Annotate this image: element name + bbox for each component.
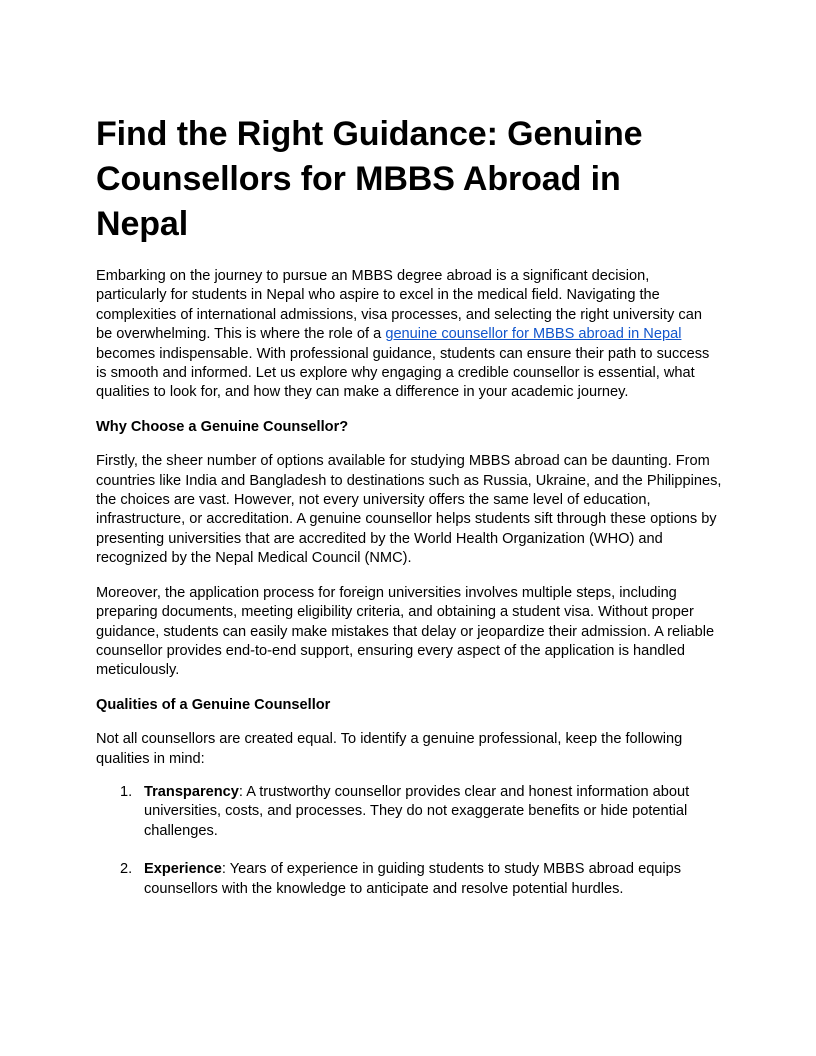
intro-paragraph [96, 267, 722, 403]
list-item-term: Transparency [144, 783, 239, 800]
list-item [120, 860, 722, 899]
list-item [120, 783, 722, 841]
list-item-number: 1. [120, 783, 133, 800]
intro-text-before-link: Embarking on the journey to pursue an MBBS degree abroad is a significant decision, particularly for students in Nepal who aspire to excel in the medical field. Navigating the complexities of international admissions, visa processes, and selecting the right university can be overwhelming. This is where the role of a [96, 268, 702, 343]
counsellor-link[interactable]: genuine counsellor for MBBS abroad in Nepal [385, 326, 682, 343]
page-title: Find the Right Guidance: Genuine Counsellors for MBBS Abroad in Nepal [96, 115, 643, 243]
list-item-text: : A trustworthy counsellor provides clear and honest information about universities, costs, and processes. They do not exaggerate benefits or hide potential challenges. [144, 783, 690, 839]
section-heading-why: Why Choose a Genuine Counsellor? [96, 418, 349, 435]
list-item-term: Experience [144, 861, 222, 878]
list-item-text: : Years of experience in guiding students to study MBBS abroad equips counsellors with the knowledge to anticipate and resolve potential hurdles. [144, 861, 682, 897]
paragraph-application: Moreover, the application process for foreign universities involves multiple steps, including preparing documents, meeting eligibility criteria, and obtaining a student visa. Without proper guidance, students can easily make mistakes that delay or jeopardize their admission. A reliable counsellor provides end-to-end support, ensuring every aspect of the application is handled meticulously. [96, 584, 715, 679]
paragraph-options: Firstly, the sheer number of options available for studying MBBS abroad can be daunting. From countries like India and Bangladesh to destinations such as Russia, Ukraine, and the Philippines, the choices are vast. However, not every university offers the same level of education, infrastructure, or accreditation. A genuine counsellor helps students sift through these options by presenting universities that are accredited by the World Health Organization (WHO) and recognized by the Nepal Medical Council (NMC). [96, 453, 722, 567]
document-page [96, 112, 722, 899]
list-item-number: 2. [120, 861, 133, 878]
intro-text-after-link: becomes indispensable. With professional guidance, students can ensure their path to success is smooth and informed. Let us explore why engaging a credible counsellor is essential, what qualities to look for, and how they can make a difference in your academic journey. [96, 345, 710, 401]
qualities-list [96, 783, 722, 899]
qualities-intro: Not all counsellors are created equal. To identify a genuine professional, keep the following qualities in mind: [96, 731, 683, 767]
section-heading-qualities: Qualities of a Genuine Counsellor [96, 696, 331, 713]
